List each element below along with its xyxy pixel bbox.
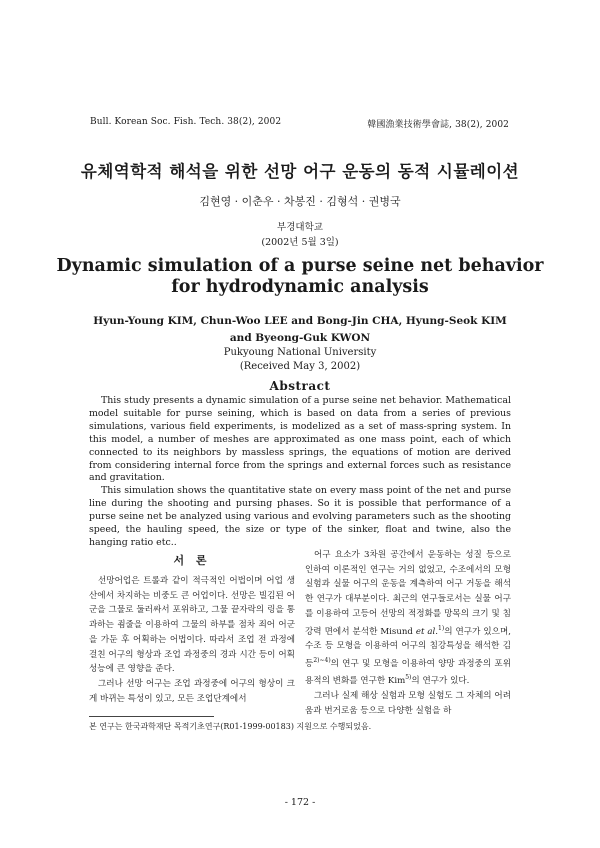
english-authors-line1: Hyun-Young KIM, Chun-Woo LEE and Bong-Jin CHA, Hyung-Seok KIM [93,315,507,327]
korean-title: 유체역학적 해석을 위한 선망 어구 운동의 동적 시뮬레이션 [80,162,520,181]
english-title-line2: for hydrodynamic analysis [171,277,429,297]
body-column-left [89,548,295,706]
abstract-paragraph-2: This simulation shows the quantitative state on every mass point of the net and purse line during the shooting and pursing phases. So it is possible that performance of a purse seine net be analyzed using various and evolving parameters such as the shooting speed, the hauling speed, the size or type of the sinker, float and twine, also the hanging ratio etc.. [89,485,511,548]
english-title-line1: Dynamic simulation of a purse seine net behavior [56,256,544,276]
english-authors [0,313,600,347]
running-header-right: 韓國漁業技術學會誌, 38(2), 2002 [367,120,509,130]
english-affiliation-block [0,346,600,373]
body-text-italic: et al. [415,626,439,637]
abstract-paragraph-1: This study presents a dynamic simulation of a purse seine net behavior. Mathematical model suitable for purse seining, which is based on data from a series of previous simulations, various field experiments, is modelized as a set of mass-spring system. In this model, a number of meshes are approximated as one mass point, each of which connected to its neighbors by massless springs, the equations of motion are derived from considering internal force from the springs and external forces such as resistance and gravitation. [89,395,511,484]
korean-authors: 김현영 · 이춘우 · 차봉진 · 김형석 · 권병국 [199,195,401,208]
reference-superscript: 5) [405,674,412,682]
english-affiliation: Pukyoung National University [223,347,377,358]
abstract-body [89,395,511,550]
korean-affiliation: 부경대학교 [277,222,323,233]
footnote-rule [89,716,214,717]
body-paragraph: 그러나 선망 어구는 조업 과정중에 어구의 형상이 크게 바뀌는 특성이 있고, 모든 조업단계에서 [89,678,295,704]
english-received-date: (Received May 3, 2002) [239,360,361,372]
english-title [0,256,600,298]
page-number: - 172 - [284,797,316,808]
running-header-left: Bull. Korean Soc. Fish. Tech. 38(2), 2002 [90,117,282,127]
body-text: 의 연구가 있으며, 수조 등 모형을 이용하여 어구의 침강특성을 해석한 김 등 [305,626,512,669]
footnote: 본 연구는 한국과학재단 목적기초연구(R01-1999-00183) 지원으로 수행되었음. [89,722,372,731]
body-paragraph [305,548,511,689]
reference-superscript: 1) [438,624,445,632]
body-column-right [305,548,511,718]
abstract-heading: Abstract [269,379,331,393]
body-paragraph: 선망어업은 트롤과 같이 적극적인 어법이며 어업 생산에서 차지하는 비중도 큰 어업이다. 선망은 빌김된 어군을 그물로 둘러싸서 포위하고, 그물 끝자락의 링을 통과하는 죔줄을 이용하여 그물의 하부를 점차 죄어 어군을 가둔 후 어획하는 어법이다. 따라서 조업 전 과정에 걸친 어구의 형상과 조업 과정중의 경과 시간 등이 어획 성능에 큰 영향을 준다. [89,576,295,675]
body-paragraph: 그러나 실제 해상 실험과 모형 실험도 그 자체의 어려움과 번거로움 등으로 다양한 실험을 하 [305,690,511,716]
korean-received-date: (2002년 5월 3일) [261,237,339,248]
section-heading-introduction: 서 론 [173,554,211,567]
body-text: 의 연구가 있다. [411,676,470,687]
body-text: 의 연구 및 모형을 이용하여 양망 과정중의 포위 용적의 변화를 연구한 Kim [305,658,511,687]
reference-superscript: 2)~4) [313,656,331,664]
english-authors-line2: and Byeong-Guk KWON [229,332,371,344]
body-text: 어구 요소가 3차원 공간에서 운동하는 성질 등으로 인하여 이론적인 연구는 거의 없었고, 수조에서의 모형 실험과 실물 어구의 운동을 계측하여 어구 거동을 해석한 연구가 대부분이다. 최근의 연구들로서는 실물 어구를 이용하여 고등어 선망의 적정화를 망목의 크기 및 침강력 면에서 분석한 Misund [305,550,511,637]
